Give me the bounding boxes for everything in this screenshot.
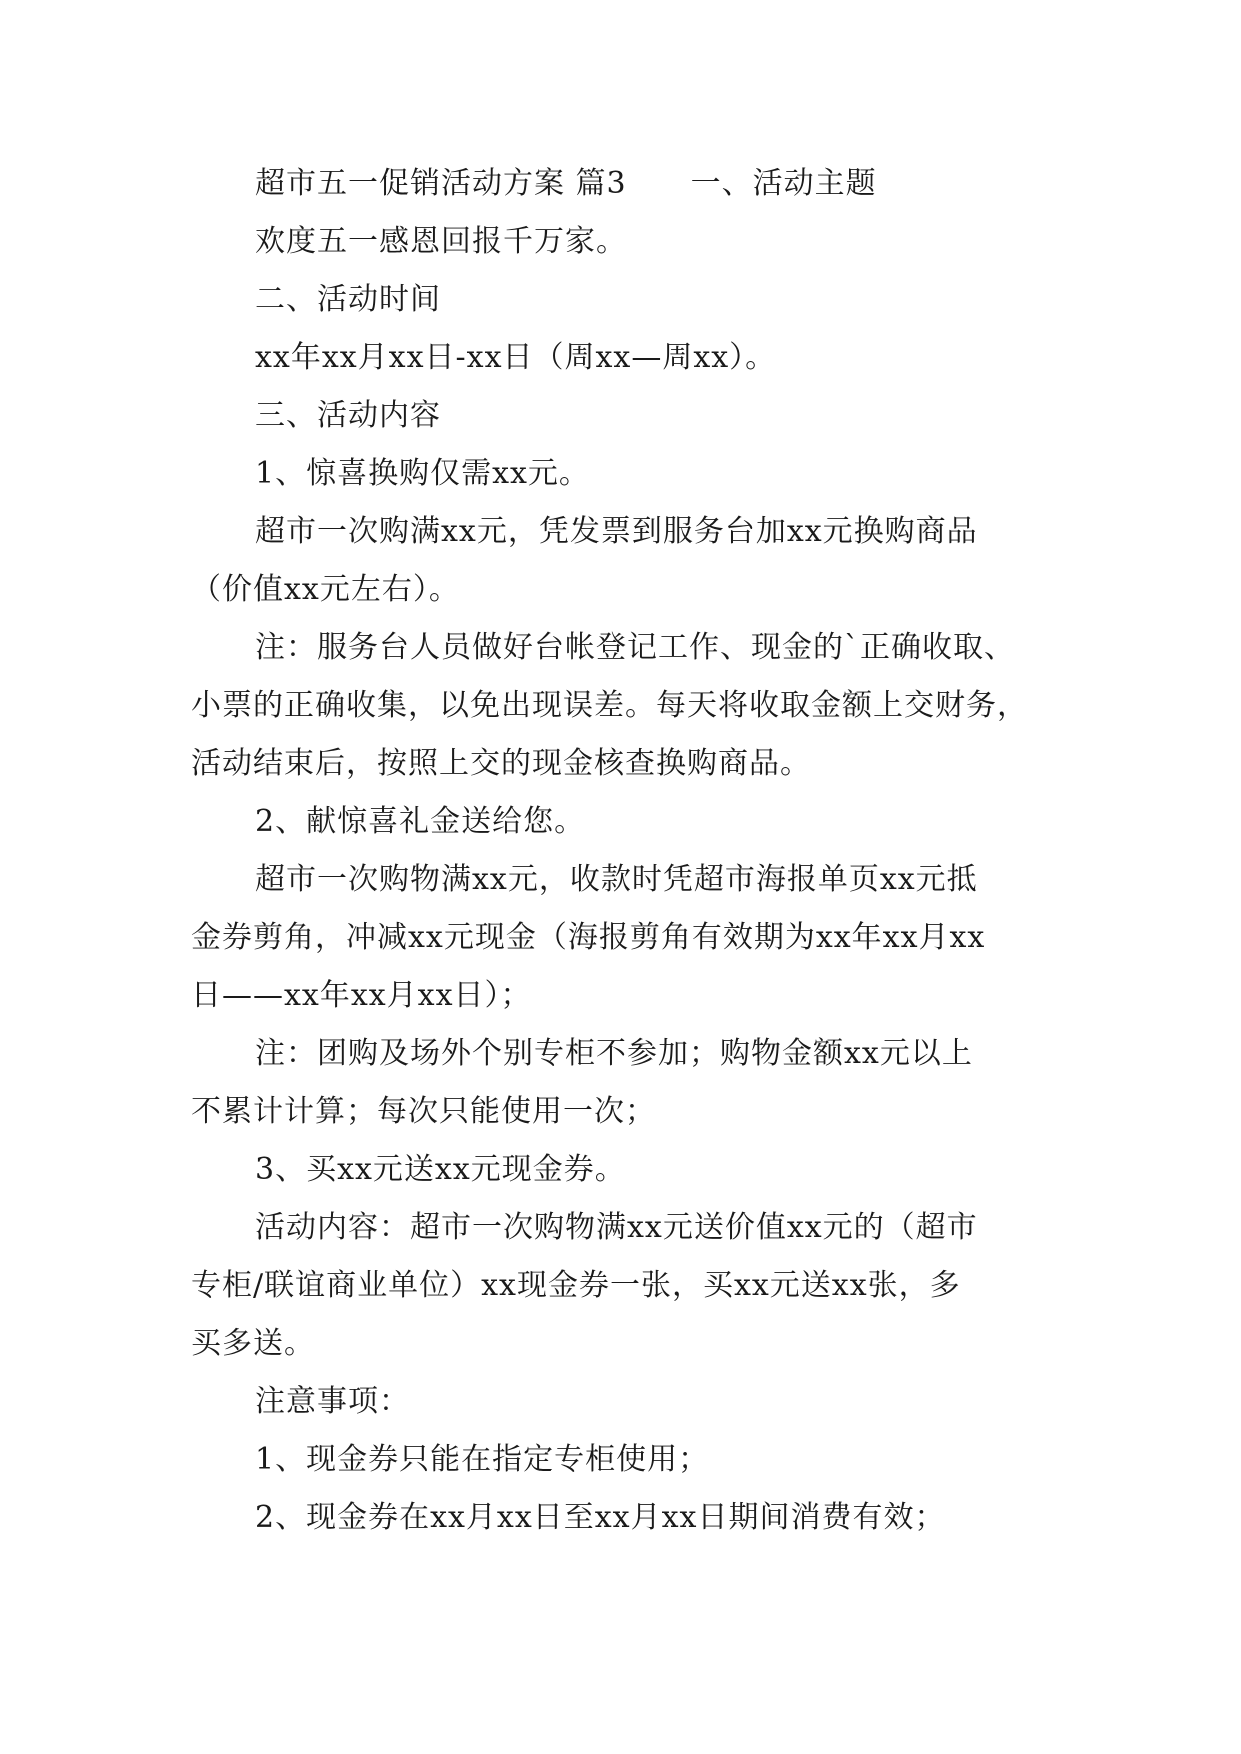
paragraph-line: 专柜/联谊商业单位）xx现金券一张，买xx元送xx张，多 bbox=[191, 1268, 961, 1303]
paragraph-line: 注：团购及场外个别专柜不参加；购物金额xx元以上 bbox=[255, 1036, 973, 1071]
paragraph-line: 超市一次购物满xx元，收款时凭超市海报单页xx元抵 bbox=[255, 862, 978, 897]
paragraph-line: 金券剪角，冲减xx元现金（海报剪角有效期为xx年xx月xx bbox=[191, 920, 986, 955]
notes-heading: 注意事项： bbox=[255, 1384, 410, 1419]
paragraph-line: xx年xx月xx日-xx日（周xx—周xx）。 bbox=[255, 340, 777, 375]
section-heading-theme: 一、活动主题 bbox=[690, 166, 877, 201]
list-item: 1、现金券只能在指定专柜使用； bbox=[255, 1442, 710, 1477]
paragraph-line: 小票的正确收集，以免出现误差。每天将收取金额上交财务， bbox=[191, 688, 1028, 723]
document-title: 超市五一促销活动方案 篇3 bbox=[255, 166, 627, 201]
paragraph-line: 注：服务台人员做好台帐登记工作、现金的`正确收取、 bbox=[255, 630, 1015, 665]
paragraph-line: 活动内容：超市一次购物满xx元送价值xx元的（超市 bbox=[255, 1210, 978, 1245]
section-heading-content: 三、活动内容 bbox=[255, 398, 441, 433]
section-heading-time: 二、活动时间 bbox=[255, 282, 441, 317]
paragraph-line: 买多送。 bbox=[191, 1326, 315, 1361]
paragraph-line: 活动结束后，按照上交的现金核查换购商品。 bbox=[191, 746, 811, 781]
paragraph-line: 欢度五一感恩回报千万家。 bbox=[255, 224, 627, 259]
list-item-heading: 3、买xx元送xx元现金券。 bbox=[255, 1152, 626, 1187]
list-item: 2、现金券在xx月xx日至xx月xx日期间消费有效； bbox=[255, 1500, 946, 1535]
paragraph-line: 超市一次购满xx元，凭发票到服务台加xx元换购商品 bbox=[255, 514, 978, 549]
paragraph-line: 日——xx年xx月xx日）； bbox=[191, 978, 532, 1013]
paragraph-line: 不累计计算；每次只能使用一次； bbox=[191, 1094, 656, 1129]
title-line bbox=[255, 155, 877, 213]
paragraph-line: （价值xx元左右）。 bbox=[191, 572, 460, 607]
list-item-heading: 1、惊喜换购仅需xx元。 bbox=[255, 456, 590, 491]
list-item-heading: 2、献惊喜礼金送给您。 bbox=[255, 804, 586, 839]
